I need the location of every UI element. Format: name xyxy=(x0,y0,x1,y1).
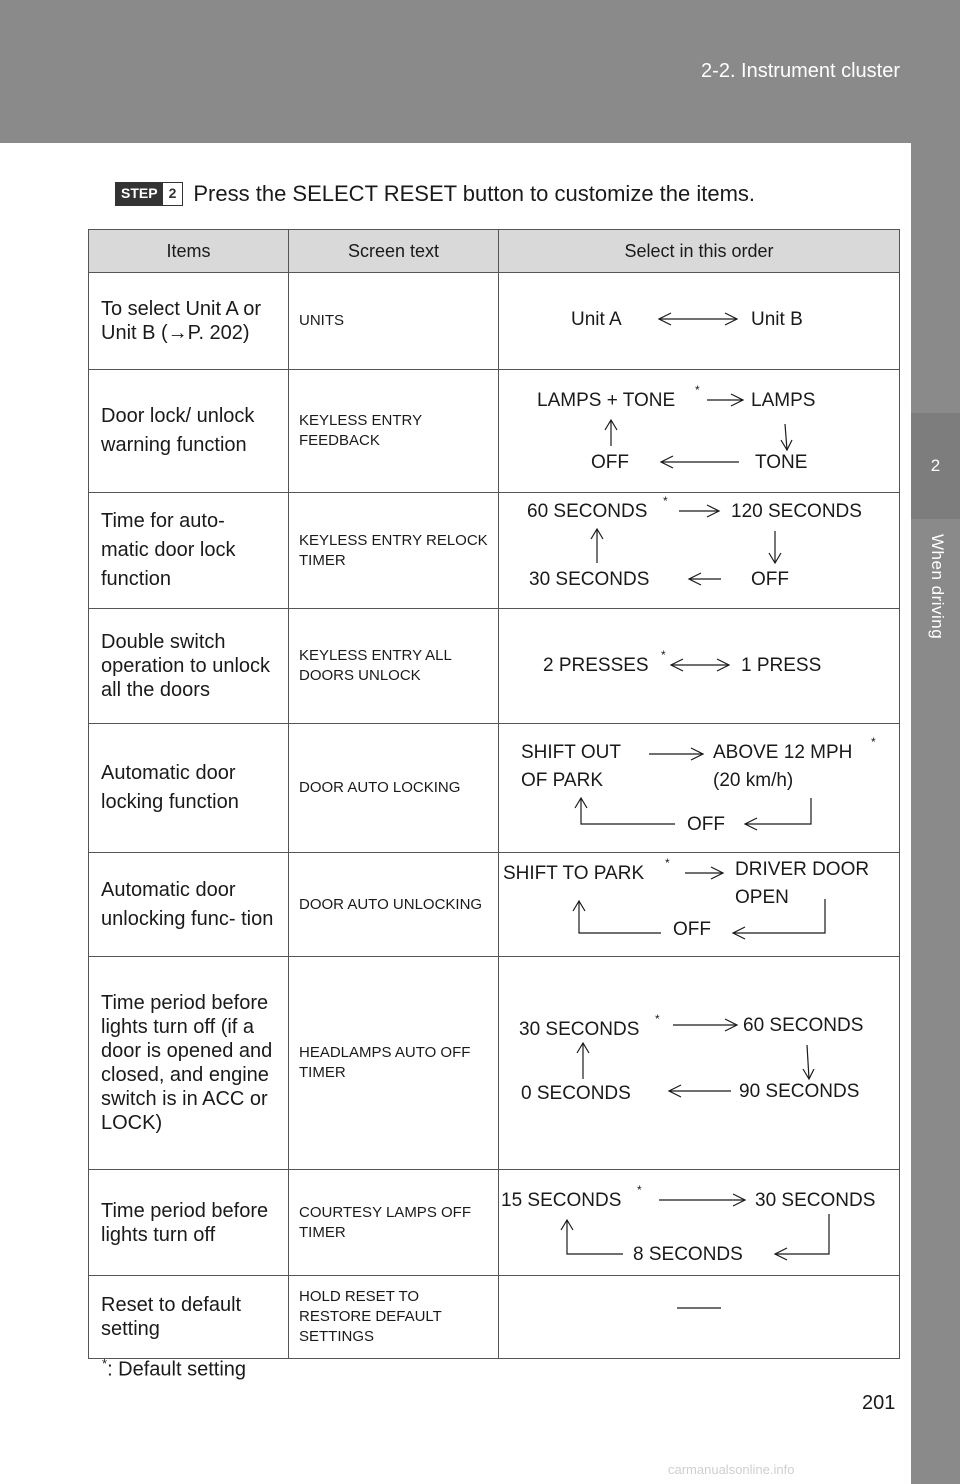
table-row xyxy=(89,370,900,493)
default-marker: * xyxy=(663,494,668,508)
item-cell: Time for auto- matic door lock function xyxy=(89,493,289,609)
customization-table xyxy=(88,229,900,1359)
screen-text-cell: KEYLESS ENTRY RELOCK TIMER xyxy=(289,493,499,609)
order-option: 30 SECONDS xyxy=(529,569,650,590)
order-option: 30 SECONDS xyxy=(519,1019,640,1040)
order-option: 60 SECONDS xyxy=(527,501,648,522)
order-option: DRIVER DOOR xyxy=(735,859,870,880)
order-diagram xyxy=(499,609,899,723)
item-cell: Double switch operation to unlock all the doors xyxy=(89,609,289,724)
chapter-number-tab: 2 xyxy=(911,413,960,519)
order-option: 15 SECONDS xyxy=(501,1190,622,1211)
order-arrow xyxy=(807,1045,809,1079)
order-cell xyxy=(499,273,900,370)
order-option: 30 SECONDS xyxy=(755,1190,876,1211)
order-option: SHIFT OUT xyxy=(521,742,621,763)
table-row xyxy=(89,609,900,724)
order-option: OFF xyxy=(751,569,789,590)
screen-text-cell: COURTESY LAMPS OFF TIMER xyxy=(289,1170,499,1276)
section-title: 2-2. Instrument cluster xyxy=(701,60,900,82)
order-cell xyxy=(499,1276,900,1359)
step-text: Press the SELECT RESET button to customize the items. xyxy=(193,181,756,206)
order-diagram xyxy=(499,724,899,852)
step-instruction xyxy=(115,178,755,210)
screen-text-cell: DOOR AUTO UNLOCKING xyxy=(289,853,499,957)
item-cell: Automatic door unlocking func- tion xyxy=(89,853,289,957)
order-arrow xyxy=(567,1220,623,1254)
order-diagram xyxy=(499,1170,899,1275)
item-cell: Door lock/ unlock warning function xyxy=(89,370,289,493)
header-screen-text: Screen text xyxy=(289,230,499,273)
table-row xyxy=(89,853,900,957)
screen-text-cell: HOLD RESET TO RESTORE DEFAULT SETTINGS xyxy=(289,1276,499,1359)
order-option: OPEN xyxy=(735,887,789,908)
order-option: OFF xyxy=(687,814,725,835)
screen-text-cell: UNITS xyxy=(289,273,499,370)
order-arrow xyxy=(581,798,675,824)
order-option: OFF xyxy=(591,452,629,473)
item-cell: Reset to default setting xyxy=(89,1276,289,1359)
side-tab-label-band xyxy=(911,519,960,1484)
order-option: OF PARK xyxy=(521,770,603,791)
default-marker: * xyxy=(661,648,666,662)
table-header-row xyxy=(89,230,900,273)
order-option: Unit B xyxy=(751,309,803,330)
default-marker: * xyxy=(637,1183,642,1197)
order-option: OFF xyxy=(673,919,711,940)
order-cell xyxy=(499,370,900,493)
step-badge: STEP 2 xyxy=(115,182,183,206)
order-option: LAMPS xyxy=(751,390,816,411)
order-arrow xyxy=(775,1214,829,1254)
default-marker: * xyxy=(871,735,876,749)
table-row xyxy=(89,957,900,1170)
order-cell xyxy=(499,493,900,609)
order-cell xyxy=(499,853,900,957)
screen-text-cell: DOOR AUTO LOCKING xyxy=(289,724,499,853)
header-select-order: Select in this order xyxy=(499,230,900,273)
order-cell xyxy=(499,1170,900,1276)
order-option: SHIFT TO PARK xyxy=(503,863,645,884)
table-row xyxy=(89,273,900,370)
order-option: Unit A xyxy=(571,309,622,330)
order-option: 1 PRESS xyxy=(741,655,822,676)
order-diagram xyxy=(499,493,899,608)
item-cell: Time period before lights turn off (if a door is opened and closed, and engine switch is in ACC or LOCK) xyxy=(89,957,289,1170)
screen-text-cell: KEYLESS ENTRY ALL DOORS UNLOCK xyxy=(289,609,499,724)
order-option: ABOVE 12 MPH xyxy=(713,742,853,763)
header-items: Items xyxy=(89,230,289,273)
order-option: LAMPS + TONE xyxy=(537,390,676,411)
order-option: 120 SECONDS xyxy=(731,501,862,522)
screen-text-cell: HEADLAMPS AUTO OFF TIMER xyxy=(289,957,499,1170)
order-diagram xyxy=(499,273,899,369)
chapter-label: When driving xyxy=(928,534,947,640)
page-number: 201 xyxy=(862,1392,896,1414)
default-marker: * xyxy=(695,383,700,397)
order-arrow xyxy=(579,901,661,933)
default-marker: * xyxy=(655,1012,660,1026)
order-option: TONE xyxy=(755,452,808,473)
order-option: 0 SECONDS xyxy=(521,1083,631,1104)
footnote: *: Default setting xyxy=(102,1356,247,1381)
order-diagram xyxy=(499,853,899,956)
order-option: 8 SECONDS xyxy=(633,1244,743,1265)
order-arrow xyxy=(745,798,811,824)
order-option: 2 PRESSES xyxy=(543,655,649,676)
watermark: carmanualsonline.info xyxy=(668,1462,795,1477)
order-cell xyxy=(499,724,900,853)
default-marker: * xyxy=(665,856,670,870)
order-diagram xyxy=(499,370,899,492)
item-cell: Time period before lights turn off xyxy=(89,1170,289,1276)
table-row xyxy=(89,1170,900,1276)
order-option: 90 SECONDS xyxy=(739,1081,860,1102)
order-option: 60 SECONDS xyxy=(743,1015,864,1036)
table-row xyxy=(89,1276,900,1359)
order-cell xyxy=(499,957,900,1170)
table-row xyxy=(89,493,900,609)
order-diagram xyxy=(499,1276,899,1358)
order-cell xyxy=(499,609,900,724)
item-cell: Automatic door locking function xyxy=(89,724,289,853)
order-option: (20 km/h) xyxy=(713,770,794,791)
side-tab-top xyxy=(911,143,960,413)
order-diagram xyxy=(499,957,899,1169)
table-row xyxy=(89,724,900,853)
screen-text-cell: KEYLESS ENTRY FEEDBACK xyxy=(289,370,499,493)
item-cell: To select Unit A or Unit B (→P. 202) xyxy=(89,273,289,370)
